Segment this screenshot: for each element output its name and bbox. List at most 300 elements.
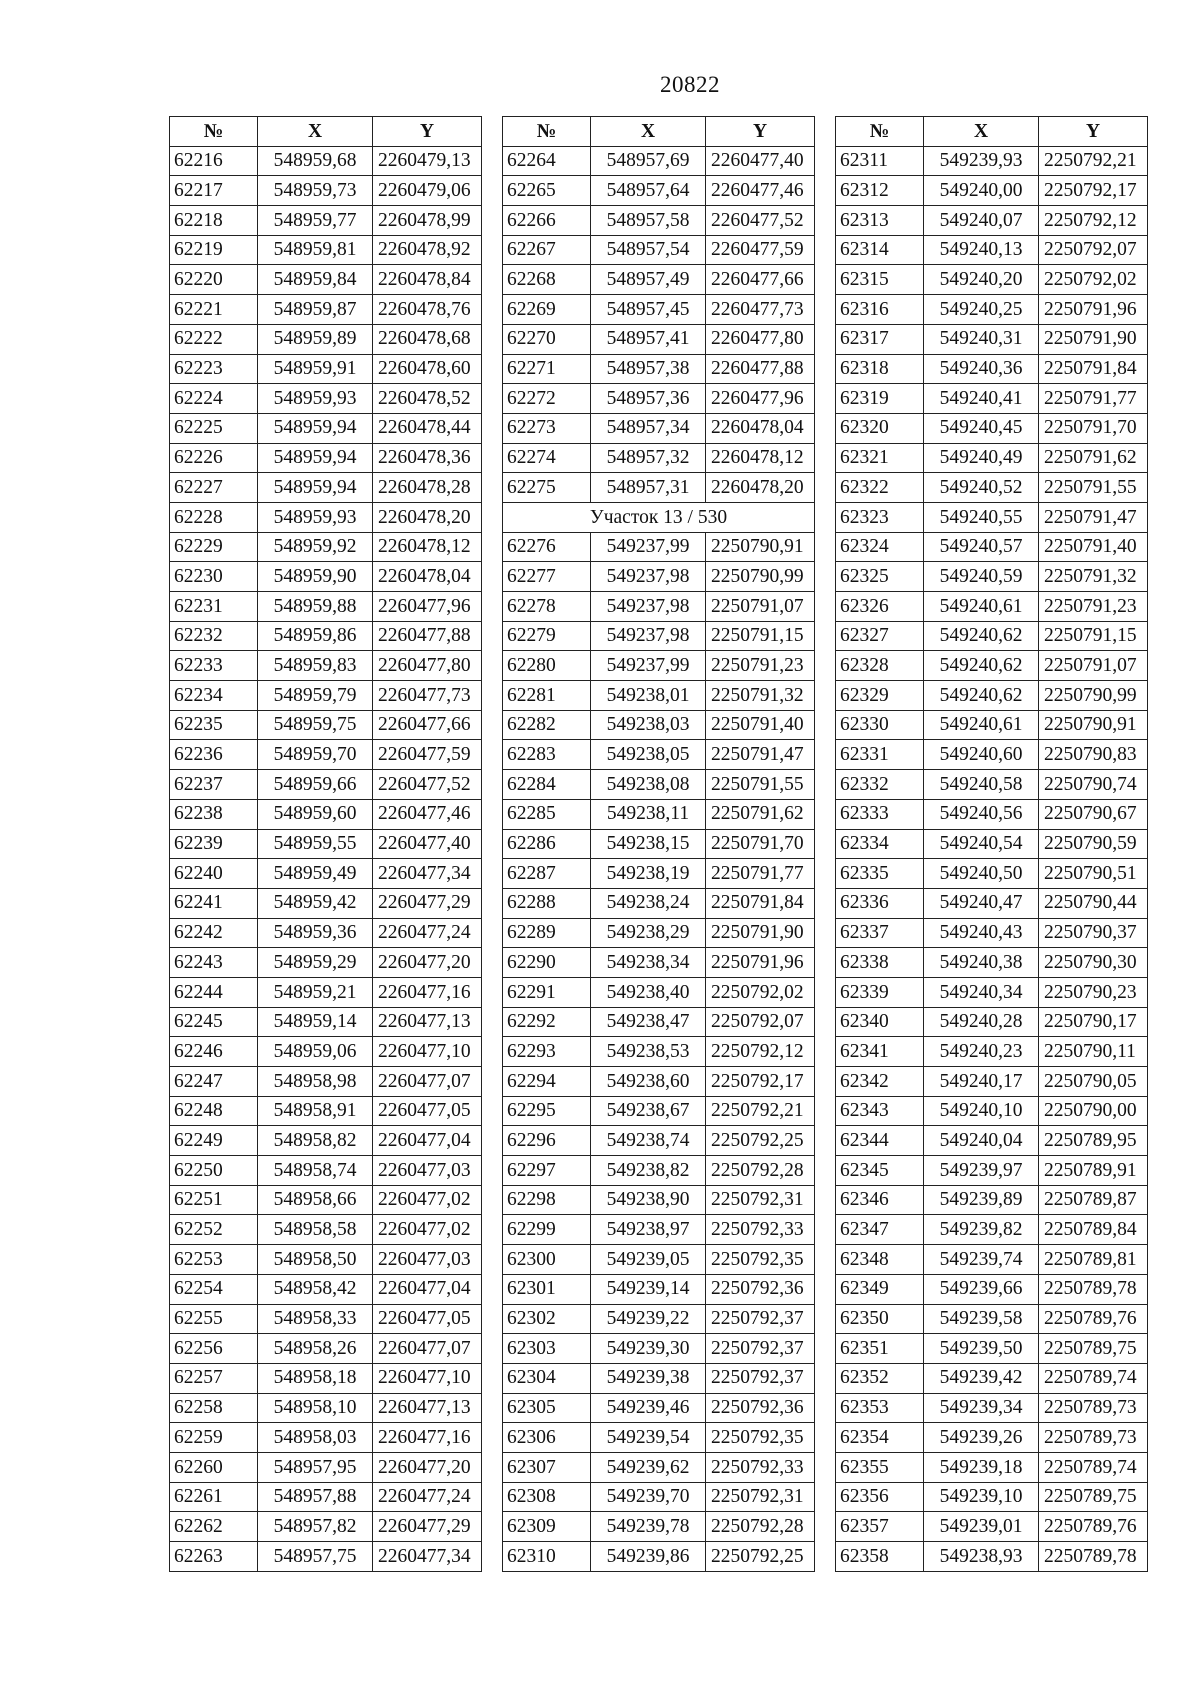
y-coordinate-cell: 2250791,90 (1039, 324, 1148, 354)
x-coordinate-cell: 549238,11 (591, 799, 706, 829)
x-coordinate-cell: 548958,74 (258, 1156, 373, 1186)
column-header-number: № (503, 117, 591, 147)
y-coordinate-cell: 2250792,02 (1039, 265, 1148, 295)
point-number-cell: 62259 (170, 1423, 258, 1453)
y-coordinate-cell: 2250789,76 (1039, 1304, 1148, 1334)
x-coordinate-cell: 549239,10 (924, 1482, 1039, 1512)
y-coordinate-cell: 2260477,80 (373, 651, 482, 681)
x-coordinate-cell: 548959,29 (258, 948, 373, 978)
table-row (170, 1126, 482, 1156)
column-header-number: № (170, 117, 258, 147)
y-coordinate-cell: 2250789,95 (1039, 1126, 1148, 1156)
point-number-cell: 62353 (836, 1393, 924, 1423)
point-number-cell: 62327 (836, 621, 924, 651)
x-coordinate-cell: 549239,42 (924, 1363, 1039, 1393)
x-coordinate-cell: 548957,82 (258, 1512, 373, 1542)
x-coordinate-cell: 548957,36 (591, 384, 706, 414)
x-coordinate-cell: 549240,45 (924, 413, 1039, 443)
table-row (170, 681, 482, 711)
point-number-cell: 62261 (170, 1482, 258, 1512)
y-coordinate-cell: 2260478,84 (373, 265, 482, 295)
table-row (170, 354, 482, 384)
x-coordinate-cell: 549237,99 (591, 651, 706, 681)
x-coordinate-cell: 548959,79 (258, 681, 373, 711)
point-number-cell: 62315 (836, 265, 924, 295)
table-row (503, 206, 815, 236)
y-coordinate-cell: 2260478,99 (373, 206, 482, 236)
point-number-cell: 62246 (170, 1037, 258, 1067)
table-row (170, 502, 482, 532)
x-coordinate-cell: 549239,89 (924, 1185, 1039, 1215)
x-coordinate-cell: 549240,56 (924, 799, 1039, 829)
table-row (836, 1304, 1148, 1334)
y-coordinate-cell: 2260478,68 (373, 324, 482, 354)
y-coordinate-cell: 2260477,03 (373, 1245, 482, 1275)
table-row (503, 1334, 815, 1364)
point-number-cell: 62325 (836, 562, 924, 592)
y-coordinate-cell: 2260478,52 (373, 384, 482, 414)
table-row (503, 1096, 815, 1126)
table-row (836, 324, 1148, 354)
y-coordinate-cell: 2250790,17 (1039, 1007, 1148, 1037)
x-coordinate-cell: 548959,94 (258, 443, 373, 473)
table-row (836, 681, 1148, 711)
y-coordinate-cell: 2250789,76 (1039, 1512, 1148, 1542)
table-row (836, 651, 1148, 681)
table-row (170, 1452, 482, 1482)
y-coordinate-cell: 2260477,20 (373, 948, 482, 978)
x-coordinate-cell: 549239,58 (924, 1304, 1039, 1334)
section-row (503, 502, 815, 532)
table-header-row (503, 117, 815, 147)
y-coordinate-cell: 2260477,13 (373, 1393, 482, 1423)
y-coordinate-cell: 2260477,07 (373, 1334, 482, 1364)
x-coordinate-cell: 548957,95 (258, 1452, 373, 1482)
x-coordinate-cell: 548959,88 (258, 592, 373, 622)
y-coordinate-cell: 2250791,77 (706, 859, 815, 889)
y-coordinate-cell: 2250789,74 (1039, 1363, 1148, 1393)
y-coordinate-cell: 2260478,60 (373, 354, 482, 384)
table-row (170, 651, 482, 681)
y-coordinate-cell: 2250792,17 (706, 1067, 815, 1097)
table-row (503, 859, 815, 889)
x-coordinate-cell: 549240,41 (924, 384, 1039, 414)
x-coordinate-cell: 548959,60 (258, 799, 373, 829)
table-row (836, 1482, 1148, 1512)
y-coordinate-cell: 2250791,32 (1039, 562, 1148, 592)
table-row (503, 829, 815, 859)
x-coordinate-cell: 549239,74 (924, 1245, 1039, 1275)
y-coordinate-cell: 2260477,96 (373, 592, 482, 622)
table-row (170, 1067, 482, 1097)
x-coordinate-cell: 549238,15 (591, 829, 706, 859)
x-coordinate-cell: 549238,60 (591, 1067, 706, 1097)
x-coordinate-cell: 549240,31 (924, 324, 1039, 354)
point-number-cell: 62231 (170, 592, 258, 622)
x-coordinate-cell: 548959,94 (258, 473, 373, 503)
y-coordinate-cell: 2250789,75 (1039, 1334, 1148, 1364)
table-row (503, 443, 815, 473)
y-coordinate-cell: 2250791,77 (1039, 384, 1148, 414)
point-number-cell: 62263 (170, 1542, 258, 1572)
point-number-cell: 62281 (503, 681, 591, 711)
column-header-x: X (591, 117, 706, 147)
point-number-cell: 62299 (503, 1215, 591, 1245)
y-coordinate-cell: 2260477,73 (373, 681, 482, 711)
x-coordinate-cell: 549239,18 (924, 1452, 1039, 1482)
x-coordinate-cell: 549239,46 (591, 1393, 706, 1423)
point-number-cell: 62355 (836, 1452, 924, 1482)
y-coordinate-cell: 2250790,44 (1039, 888, 1148, 918)
y-coordinate-cell: 2250789,75 (1039, 1482, 1148, 1512)
point-number-cell: 62313 (836, 206, 924, 236)
point-number-cell: 62322 (836, 473, 924, 503)
point-number-cell: 62342 (836, 1067, 924, 1097)
x-coordinate-cell: 549238,90 (591, 1185, 706, 1215)
table-row (170, 1542, 482, 1572)
y-coordinate-cell: 2260477,66 (373, 710, 482, 740)
x-coordinate-cell: 549239,05 (591, 1245, 706, 1275)
x-coordinate-cell: 549238,74 (591, 1126, 706, 1156)
y-coordinate-cell: 2250792,28 (706, 1156, 815, 1186)
column-header-x: X (258, 117, 373, 147)
y-coordinate-cell: 2250791,84 (1039, 354, 1148, 384)
table-row (503, 651, 815, 681)
y-coordinate-cell: 2260477,88 (373, 621, 482, 651)
y-coordinate-cell: 2250791,62 (706, 799, 815, 829)
y-coordinate-cell: 2250791,55 (706, 770, 815, 800)
point-number-cell: 62275 (503, 473, 591, 503)
point-number-cell: 62218 (170, 206, 258, 236)
table-row (503, 1452, 815, 1482)
x-coordinate-cell: 549240,04 (924, 1126, 1039, 1156)
x-coordinate-cell: 548958,03 (258, 1423, 373, 1453)
table-row (503, 1512, 815, 1542)
page-number: 20822 (660, 72, 720, 97)
x-coordinate-cell: 549238,93 (924, 1542, 1039, 1572)
y-coordinate-cell: 2260479,13 (373, 146, 482, 176)
y-coordinate-cell: 2250792,37 (706, 1363, 815, 1393)
x-coordinate-cell: 549238,97 (591, 1215, 706, 1245)
table-row (170, 770, 482, 800)
coordinates-table-3 (835, 116, 1148, 1572)
x-coordinate-cell: 549239,70 (591, 1482, 706, 1512)
point-number-cell: 62233 (170, 651, 258, 681)
y-coordinate-cell: 2250790,74 (1039, 770, 1148, 800)
y-coordinate-cell: 2250792,25 (706, 1542, 815, 1572)
x-coordinate-cell: 549240,36 (924, 354, 1039, 384)
table-row (170, 918, 482, 948)
x-coordinate-cell: 549239,93 (924, 146, 1039, 176)
y-coordinate-cell: 2250791,07 (706, 592, 815, 622)
x-coordinate-cell: 549239,86 (591, 1542, 706, 1572)
point-number-cell: 62288 (503, 888, 591, 918)
y-coordinate-cell: 2260477,46 (373, 799, 482, 829)
y-coordinate-cell: 2250789,84 (1039, 1215, 1148, 1245)
table-row (170, 1482, 482, 1512)
y-coordinate-cell: 2260477,66 (706, 265, 815, 295)
table-row (836, 1156, 1148, 1186)
table-row (503, 1393, 815, 1423)
table-row (503, 1067, 815, 1097)
y-coordinate-cell: 2260477,40 (373, 829, 482, 859)
table-row (836, 1423, 1148, 1453)
table-row (170, 1393, 482, 1423)
y-coordinate-cell: 2260478,04 (373, 562, 482, 592)
section-title: Участок 13 / 530 (503, 502, 815, 532)
table-row (836, 354, 1148, 384)
x-coordinate-cell: 549238,40 (591, 977, 706, 1007)
point-number-cell: 62258 (170, 1393, 258, 1423)
y-coordinate-cell: 2250791,40 (706, 710, 815, 740)
point-number-cell: 62337 (836, 918, 924, 948)
point-number-cell: 62308 (503, 1482, 591, 1512)
point-number-cell: 62316 (836, 295, 924, 325)
table-row (170, 710, 482, 740)
y-coordinate-cell: 2250789,78 (1039, 1274, 1148, 1304)
point-number-cell: 62251 (170, 1185, 258, 1215)
y-coordinate-cell: 2250792,36 (706, 1393, 815, 1423)
x-coordinate-cell: 549240,49 (924, 443, 1039, 473)
y-coordinate-cell: 2250791,70 (706, 829, 815, 859)
y-coordinate-cell: 2260477,24 (373, 1482, 482, 1512)
point-number-cell: 62270 (503, 324, 591, 354)
y-coordinate-cell: 2250791,90 (706, 918, 815, 948)
x-coordinate-cell: 549240,60 (924, 740, 1039, 770)
x-coordinate-cell: 548958,91 (258, 1096, 373, 1126)
table-row (503, 1542, 815, 1572)
table-row (503, 413, 815, 443)
point-number-cell: 62354 (836, 1423, 924, 1453)
y-coordinate-cell: 2260477,88 (706, 354, 815, 384)
point-number-cell: 62356 (836, 1482, 924, 1512)
point-number-cell: 62220 (170, 265, 258, 295)
point-number-cell: 62286 (503, 829, 591, 859)
table-row (170, 977, 482, 1007)
x-coordinate-cell: 548959,14 (258, 1007, 373, 1037)
y-coordinate-cell: 2250791,15 (706, 621, 815, 651)
y-coordinate-cell: 2250791,70 (1039, 413, 1148, 443)
point-number-cell: 62216 (170, 146, 258, 176)
table-row (503, 740, 815, 770)
point-number-cell: 62328 (836, 651, 924, 681)
table-row (170, 473, 482, 503)
point-number-cell: 62320 (836, 413, 924, 443)
x-coordinate-cell: 548957,88 (258, 1482, 373, 1512)
x-coordinate-cell: 548959,81 (258, 235, 373, 265)
y-coordinate-cell: 2260477,96 (706, 384, 815, 414)
x-coordinate-cell: 548959,70 (258, 740, 373, 770)
x-coordinate-cell: 549239,66 (924, 1274, 1039, 1304)
y-coordinate-cell: 2250792,35 (706, 1245, 815, 1275)
x-coordinate-cell: 548957,69 (591, 146, 706, 176)
x-coordinate-cell: 549237,99 (591, 532, 706, 562)
point-number-cell: 62335 (836, 859, 924, 889)
y-coordinate-cell: 2250791,40 (1039, 532, 1148, 562)
point-number-cell: 62323 (836, 502, 924, 532)
point-number-cell: 62219 (170, 235, 258, 265)
point-number-cell: 62248 (170, 1096, 258, 1126)
point-number-cell: 62253 (170, 1245, 258, 1275)
table-row (170, 1096, 482, 1126)
y-coordinate-cell: 2260477,52 (706, 206, 815, 236)
column-header-x: X (924, 117, 1039, 147)
x-coordinate-cell: 548957,38 (591, 354, 706, 384)
point-number-cell: 62326 (836, 592, 924, 622)
table-row (503, 1126, 815, 1156)
point-number-cell: 62297 (503, 1156, 591, 1186)
point-number-cell: 62324 (836, 532, 924, 562)
table-row (170, 413, 482, 443)
y-coordinate-cell: 2250790,37 (1039, 918, 1148, 948)
x-coordinate-cell: 548959,42 (258, 888, 373, 918)
x-coordinate-cell: 548959,86 (258, 621, 373, 651)
x-coordinate-cell: 549239,62 (591, 1452, 706, 1482)
y-coordinate-cell: 2260477,20 (373, 1452, 482, 1482)
y-coordinate-cell: 2260478,20 (373, 502, 482, 532)
point-number-cell: 62268 (503, 265, 591, 295)
point-number-cell: 62305 (503, 1393, 591, 1423)
table-row (503, 1304, 815, 1334)
table-row (836, 235, 1148, 265)
point-number-cell: 62255 (170, 1304, 258, 1334)
x-coordinate-cell: 549238,82 (591, 1156, 706, 1186)
table-row (503, 1215, 815, 1245)
y-coordinate-cell: 2250791,07 (1039, 651, 1148, 681)
x-coordinate-cell: 549239,82 (924, 1215, 1039, 1245)
table-row (170, 1512, 482, 1542)
table-row (503, 888, 815, 918)
x-coordinate-cell: 549239,30 (591, 1334, 706, 1364)
table-row (170, 1007, 482, 1037)
point-number-cell: 62241 (170, 888, 258, 918)
table-row (836, 1037, 1148, 1067)
y-coordinate-cell: 2260477,13 (373, 1007, 482, 1037)
y-coordinate-cell: 2250792,36 (706, 1274, 815, 1304)
y-coordinate-cell: 2250789,78 (1039, 1542, 1148, 1572)
x-coordinate-cell: 548957,64 (591, 176, 706, 206)
y-coordinate-cell: 2260477,29 (373, 888, 482, 918)
point-number-cell: 62242 (170, 918, 258, 948)
point-number-cell: 62319 (836, 384, 924, 414)
column-header-y: Y (706, 117, 815, 147)
table-row (170, 948, 482, 978)
point-number-cell: 62271 (503, 354, 591, 384)
point-number-cell: 62257 (170, 1363, 258, 1393)
point-number-cell: 62357 (836, 1512, 924, 1542)
column-header-y: Y (373, 117, 482, 147)
point-number-cell: 62317 (836, 324, 924, 354)
point-number-cell: 62244 (170, 977, 258, 1007)
y-coordinate-cell: 2250790,91 (706, 532, 815, 562)
table-row (170, 1423, 482, 1453)
y-coordinate-cell: 2260477,04 (373, 1126, 482, 1156)
table-row (836, 1452, 1148, 1482)
point-number-cell: 62265 (503, 176, 591, 206)
x-coordinate-cell: 549240,25 (924, 295, 1039, 325)
table-row (503, 176, 815, 206)
point-number-cell: 62224 (170, 384, 258, 414)
x-coordinate-cell: 549240,61 (924, 592, 1039, 622)
table-row (836, 413, 1148, 443)
table-row (836, 473, 1148, 503)
point-number-cell: 62289 (503, 918, 591, 948)
table-row (836, 621, 1148, 651)
table-row (503, 235, 815, 265)
y-coordinate-cell: 2260477,29 (373, 1512, 482, 1542)
point-number-cell: 62285 (503, 799, 591, 829)
point-number-cell: 62227 (170, 473, 258, 503)
y-coordinate-cell: 2260477,07 (373, 1067, 482, 1097)
table-row (170, 295, 482, 325)
y-coordinate-cell: 2250790,99 (706, 562, 815, 592)
table-row (836, 1215, 1148, 1245)
x-coordinate-cell: 548957,41 (591, 324, 706, 354)
point-number-cell: 62330 (836, 710, 924, 740)
y-coordinate-cell: 2250789,73 (1039, 1423, 1148, 1453)
table-row (170, 146, 482, 176)
y-coordinate-cell: 2250790,00 (1039, 1096, 1148, 1126)
x-coordinate-cell: 548959,55 (258, 829, 373, 859)
y-coordinate-cell: 2260477,10 (373, 1037, 482, 1067)
x-coordinate-cell: 548959,90 (258, 562, 373, 592)
x-coordinate-cell: 548957,31 (591, 473, 706, 503)
table-row (170, 621, 482, 651)
point-number-cell: 62311 (836, 146, 924, 176)
y-coordinate-cell: 2250791,23 (706, 651, 815, 681)
x-coordinate-cell: 548959,89 (258, 324, 373, 354)
coordinates-table-2 (502, 116, 815, 1572)
point-number-cell: 62276 (503, 532, 591, 562)
x-coordinate-cell: 548959,83 (258, 651, 373, 681)
point-number-cell: 62338 (836, 948, 924, 978)
table-row (836, 740, 1148, 770)
x-coordinate-cell: 549240,57 (924, 532, 1039, 562)
x-coordinate-cell: 549239,01 (924, 1512, 1039, 1542)
point-number-cell: 62309 (503, 1512, 591, 1542)
x-coordinate-cell: 549240,23 (924, 1037, 1039, 1067)
x-coordinate-cell: 549238,29 (591, 918, 706, 948)
point-number-cell: 62300 (503, 1245, 591, 1275)
y-coordinate-cell: 2250790,67 (1039, 799, 1148, 829)
y-coordinate-cell: 2250792,02 (706, 977, 815, 1007)
x-coordinate-cell: 549240,34 (924, 977, 1039, 1007)
x-coordinate-cell: 549238,24 (591, 888, 706, 918)
table-row (503, 1363, 815, 1393)
point-number-cell: 62306 (503, 1423, 591, 1453)
point-number-cell: 62287 (503, 859, 591, 889)
y-coordinate-cell: 2250790,83 (1039, 740, 1148, 770)
y-coordinate-cell: 2250791,62 (1039, 443, 1148, 473)
point-number-cell: 62283 (503, 740, 591, 770)
x-coordinate-cell: 548959,36 (258, 918, 373, 948)
y-coordinate-cell: 2250790,59 (1039, 829, 1148, 859)
table-row (836, 918, 1148, 948)
x-coordinate-cell: 548957,49 (591, 265, 706, 295)
point-number-cell: 62358 (836, 1542, 924, 1572)
point-number-cell: 62260 (170, 1452, 258, 1482)
y-coordinate-cell: 2250792,37 (706, 1334, 815, 1364)
point-number-cell: 62240 (170, 859, 258, 889)
point-number-cell: 62230 (170, 562, 258, 592)
point-number-cell: 62226 (170, 443, 258, 473)
x-coordinate-cell: 549240,55 (924, 502, 1039, 532)
point-number-cell: 62243 (170, 948, 258, 978)
x-coordinate-cell: 548958,10 (258, 1393, 373, 1423)
point-number-cell: 62350 (836, 1304, 924, 1334)
point-number-cell: 62345 (836, 1156, 924, 1186)
point-number-cell: 62249 (170, 1126, 258, 1156)
